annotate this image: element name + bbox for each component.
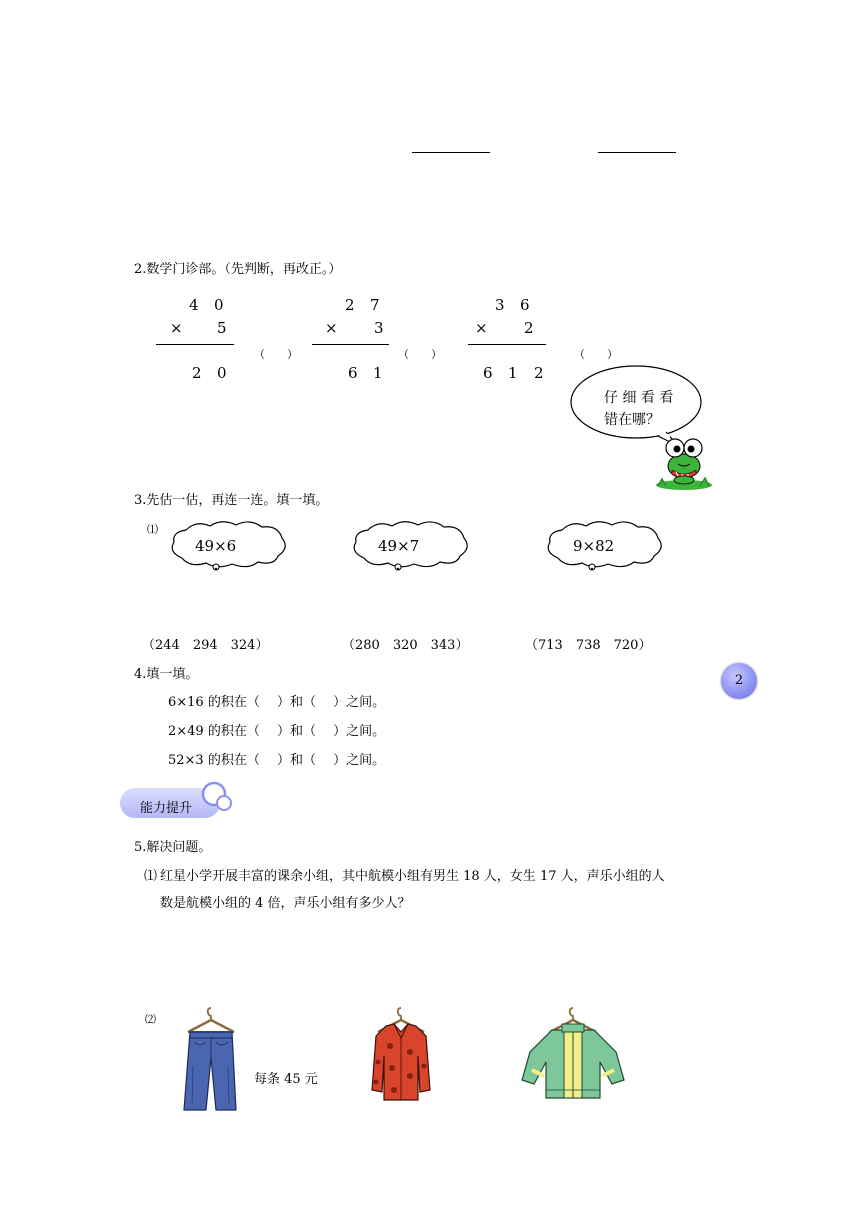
p2-multiplier: 3 bbox=[374, 319, 384, 337]
p3-result-digit-3: 2 bbox=[534, 364, 544, 382]
p3-result-digit-1: 6 bbox=[483, 364, 493, 382]
q2-title: 2.数学门诊部。（先判断，再改正。） bbox=[134, 262, 342, 277]
q5-title: 5.解决问题。 bbox=[134, 840, 212, 855]
q3-subnumber: ⑴ bbox=[147, 523, 158, 536]
p2-result-digit-2: 1 bbox=[373, 364, 383, 382]
p1-result-digit-1: 2 bbox=[192, 364, 202, 382]
p1-operator: × bbox=[170, 319, 183, 337]
bubble-text-1: 仔 细 看 看 bbox=[604, 390, 674, 406]
q4-line-3: 52×3 的积在（ ）和（ ）之间。 bbox=[168, 753, 386, 768]
frog-mascot-icon bbox=[654, 432, 714, 492]
q4-line-2: 2×49 的积在（ ）和（ ）之间。 bbox=[168, 724, 386, 739]
p3-judge-paren[interactable]: （ ） bbox=[574, 348, 618, 361]
p3-top-digit-2: 6 bbox=[520, 296, 530, 314]
q4-title: 4.填一填。 bbox=[134, 667, 199, 682]
answer-blank-1[interactable] bbox=[412, 152, 490, 153]
q3-options-2: （280 320 343） bbox=[342, 638, 469, 653]
shirt-icon bbox=[364, 1006, 436, 1104]
p1-rule bbox=[156, 344, 234, 345]
cloud-expression-3: 9×82 bbox=[573, 537, 615, 555]
q3-options-1: （244 294 324） bbox=[142, 638, 269, 653]
jeans-icon bbox=[178, 1006, 244, 1114]
p3-multiplier: 2 bbox=[524, 319, 534, 337]
p2-top-digit-2: 7 bbox=[370, 296, 380, 314]
q5-p2-number: ⑵ bbox=[145, 1013, 156, 1026]
jacket-icon bbox=[518, 1006, 628, 1104]
p3-operator: × bbox=[475, 319, 488, 337]
answer-blank-2[interactable] bbox=[598, 152, 676, 153]
price-label: 每条 45 元 bbox=[254, 1072, 318, 1087]
p1-top-digit-1: 4 bbox=[189, 296, 199, 314]
p3-rule bbox=[468, 344, 546, 345]
p2-rule bbox=[312, 344, 389, 345]
p1-judge-paren[interactable]: （ ） bbox=[254, 348, 298, 361]
p3-top-digit-1: 3 bbox=[495, 296, 505, 314]
p2-top-digit-1: 2 bbox=[345, 296, 355, 314]
p2-result-digit-1: 6 bbox=[348, 364, 358, 382]
p3-result-digit-2: 1 bbox=[508, 364, 518, 382]
cloud-expression-2: 49×7 bbox=[378, 537, 420, 555]
q4-line-1: 6×16 的积在（ ）和（ ）之间。 bbox=[168, 695, 386, 710]
q3-title: 3.先估一估，再连一连。填一填。 bbox=[134, 493, 329, 508]
page-number-badge: 2 bbox=[721, 663, 757, 699]
p2-judge-paren[interactable]: （ ） bbox=[398, 348, 442, 361]
q3-options-3: （713 738 720） bbox=[525, 638, 652, 653]
bubble-text-2: 错在哪？ bbox=[604, 412, 660, 428]
q5-p1-line-1: 红星小学开展丰富的课余小组，其中航模小组有男生 18 人，女生 17 人，声乐小组的人 bbox=[160, 869, 665, 884]
q5-p1-line-2: 数是航模小组的 4 倍，声乐小组有多少人？ bbox=[160, 896, 411, 911]
q5-p1-number: ⑴ bbox=[144, 869, 158, 884]
p1-multiplier: 5 bbox=[217, 319, 227, 337]
section-label: 能力提升 bbox=[140, 801, 193, 816]
cloud-expression-1: 49×6 bbox=[195, 537, 237, 555]
p2-operator: × bbox=[325, 319, 338, 337]
p1-top-digit-2: 0 bbox=[214, 296, 224, 314]
p1-result-digit-2: 0 bbox=[217, 364, 227, 382]
